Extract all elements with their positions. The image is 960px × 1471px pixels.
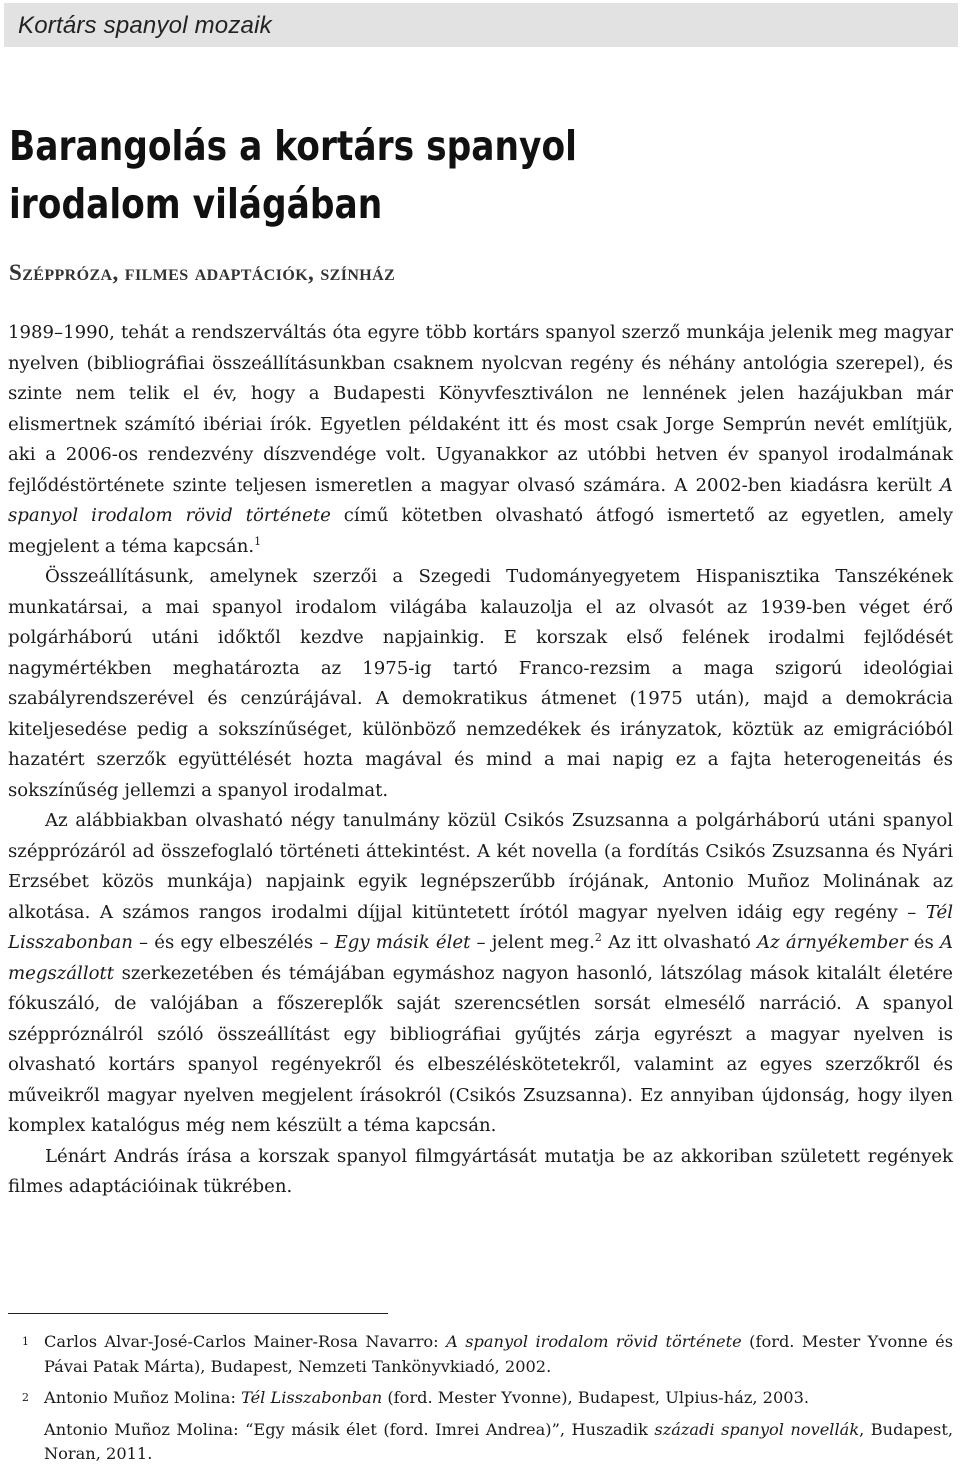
section-header-title: Kortárs spanyol mozaik	[18, 12, 272, 39]
text-run: Carlos Alvar-José-Carlos Mainer-Rosa Navarro:	[44, 1332, 447, 1351]
italic-title: Az árnyékember	[757, 932, 908, 953]
text-run: 1989–1990, tehát a rendszerváltás óta egyre több kortárs spanyol szerző munkája jelenik meg magyar nyelven (bibliográfiai összeállításunkban csaknem nyolcvan regény és néhány antológia szerepel), és szinte nem telik el év, hogy a Budapesti Könyvfesztiválon ne lennének jelen hazájukban már elismertnek számító ibériai írók. Egyetlen példaként itt és most csak Jorge Semprún nevét említjük, aki a 2006-os rendezvény díszvendége volt. Ugyanakkor az utóbbi hetven év spanyol irodalmának fejlődéstörténete szinte teljesen ismeretlen a magyar olvasó számára. A 2002-ben kiadásra került	[8, 322, 953, 496]
paragraph	[8, 318, 953, 562]
article-body	[8, 318, 953, 1203]
italic-title: A spanyol irodalom rövid története	[8, 474, 953, 526]
text-run: (ford. Mester Yvonne), Budapest, Ulpius-ház, 2003.	[382, 1388, 810, 1407]
text-run: – jelent meg.	[470, 932, 595, 953]
text-run: Az alábbiakban olvasható négy tanulmány közül Csikós Zsuzsanna a polgárháború utáni spanyol szépprózáról ad összefoglaló történeti áttekintést. A két novella (a fordítás Csikós Zsuzsanna és Nyári Erzsébet közös munkája) napjaink egyik legnépszerűbb írójának, Antonio Muñoz Molinának az alkotása. A számos rangos irodalmi díjjal kitüntetett írótól magyar nyelven idáig egy regény –	[8, 810, 953, 923]
text-run: szerkezetében és témájában egymáshoz nagyon hasonló, látszólag mások kitalált életére fókuszáló, de valójában a főszereplők saját szerencsétlen sorsát elmesélő narráció. A spanyol széppróználról szóló összeállítást egy bibliográfiai gyűjtés zárja egyrészt a magyar nyelven is olvasható kortárs spanyol regényekről és elbeszéléskötetekről, valamint az egyes szerzőkről és műveikről magyar nyelven megjelent írásokról (Csikós Zsuzsanna). Ez annyiban újdonság, hogy ilyen komplex katalógus még nem készült a téma kapcsán.	[8, 962, 953, 1136]
footnote-ref: 2	[594, 930, 602, 944]
paragraph	[8, 806, 953, 1142]
footnote-number: 2	[22, 1391, 29, 1404]
text-run: Az itt olvasható	[601, 932, 758, 953]
text-run: Összeállításunk, amelynek szerzői a Szegedi Tudományegyetem Hispanisztika Tanszékének munkatársai, a mai spanyol irodalom világába kalauzolja el az olvasót az 1939-ben véget érő polgárháború utáni időktől kezdve napjainkig. E korszak első felének irodalmi fejlődését nagymértékben meghatározta az 1975-ig tartó Franco-rezsim a maga szigorú ideológiai szabályrendszerével és cenzúrájával. A demokratikus átmenet (1975 után), majd a demokrácia kiteljesedése pedig a sokszínűséget, különböző nemzedékek és irányzatok, köztük az emigrációból hazatért szerzők együttélését hozta magával és mind a mai napig ez a fajta heterogeneitás és sokszínűség jellemzi a spanyol irodalmat.	[8, 566, 953, 801]
text-run: és	[907, 932, 940, 953]
italic-title: Tél Lisszabonban	[8, 901, 953, 953]
article-subtitle: Széppróza, filmes adaptációk, színház	[9, 260, 396, 285]
footnote-text	[44, 1332, 953, 1376]
italic-title: Egy másik élet	[334, 932, 471, 953]
footnote-separator	[8, 1313, 388, 1314]
footnote-ref: 1	[254, 534, 262, 548]
paragraph	[8, 562, 953, 806]
text-run: című kötetben olvasható átfogó ismertető az egyetlen, amely megjelent a téma kapcsán.	[8, 505, 953, 557]
footnote	[8, 1330, 953, 1379]
footnote-text	[44, 1420, 953, 1464]
text-run: Antonio Muñoz Molina: “Egy másik élet (ford. Imrei Andrea)”, Huszadik	[44, 1419, 655, 1439]
text-run: , Budapest, Noran, 2011.	[44, 1419, 953, 1463]
text-run: Antonio Muñoz Molina:	[44, 1388, 242, 1407]
footnote	[8, 1418, 953, 1467]
text-run: (ford. Mester Yvonne és Pávai Patak Márta), Budapest, Nemzeti Tankönyvkiadó, 2002.	[44, 1332, 953, 1376]
footnote-text	[44, 1388, 809, 1407]
text-run: Lénárt András írása a korszak spanyol filmgyártását mutatja be az akkoriban született regények filmes adaptációinak tükrében.	[8, 1145, 953, 1197]
italic-title: A spanyol irodalom rövid története	[446, 1332, 742, 1351]
italic-title: századi spanyol novellák	[654, 1419, 860, 1439]
article-title: Barangolás a kortárs spanyol irodalom világában	[9, 122, 577, 228]
italic-title: A megszállott	[8, 932, 954, 984]
footnote-number: 1	[22, 1335, 29, 1348]
text-run: – és egy elbeszélés –	[132, 932, 335, 953]
paragraph	[8, 1142, 953, 1203]
italic-title: Tél Lisszabonban	[241, 1388, 383, 1407]
footnotes	[8, 1330, 953, 1467]
section-header-band	[4, 3, 958, 47]
footnote	[8, 1386, 953, 1411]
